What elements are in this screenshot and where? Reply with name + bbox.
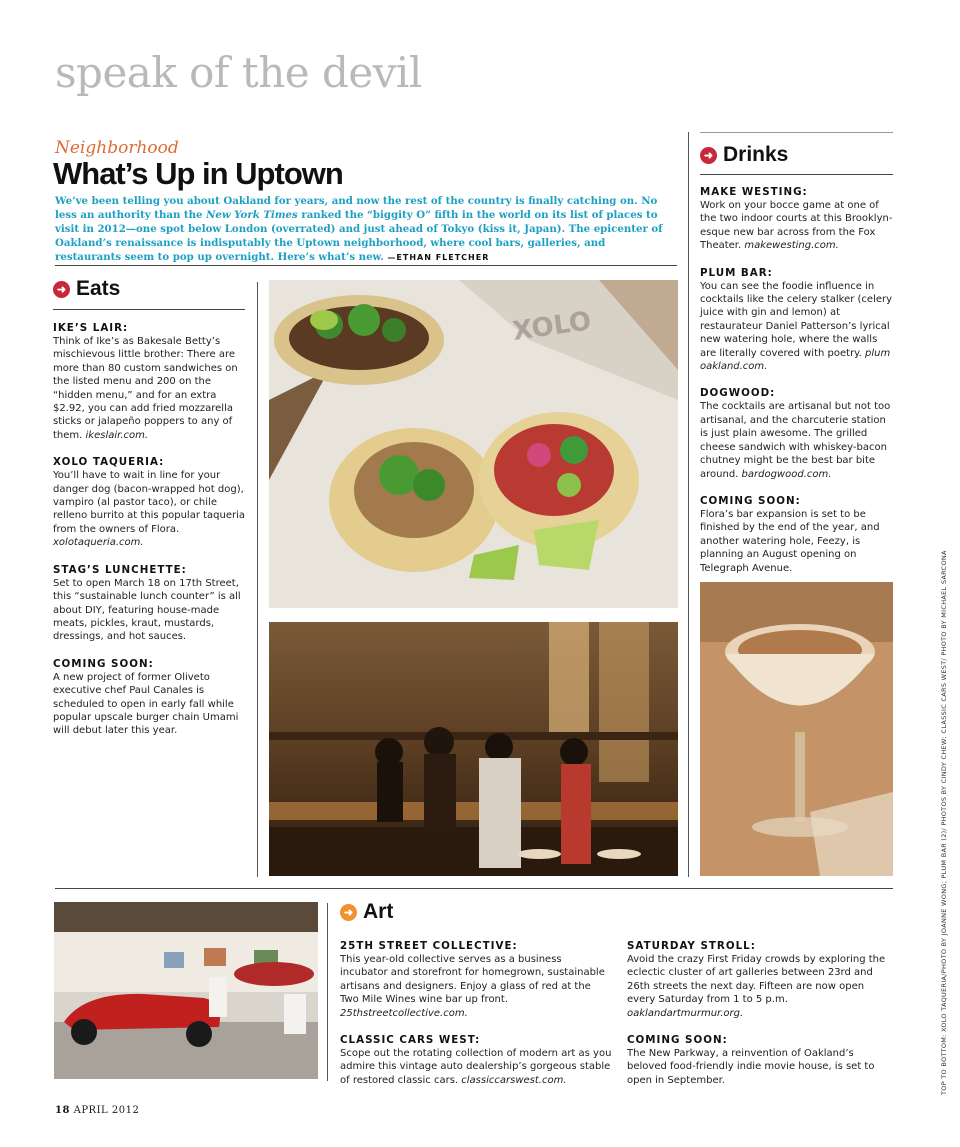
entry-link[interactable]: oaklandartmurmur.org.	[627, 1007, 744, 1019]
entry	[53, 658, 248, 738]
eats-column-divider	[257, 282, 258, 877]
entry-text	[700, 199, 895, 253]
masthead: speak of the devil	[55, 48, 422, 97]
intro-nyt: New York Times	[206, 209, 298, 221]
entry-name: 25TH STREET COLLECTIVE:	[340, 940, 518, 952]
drinks-column	[700, 143, 895, 589]
entry-text	[627, 1047, 895, 1087]
entry-name: XOLO TAQUERIA:	[53, 456, 165, 469]
arrow-icon: ➜	[53, 281, 70, 298]
entry-name: COMING SOON:	[53, 657, 154, 670]
entry-text	[627, 953, 895, 1020]
entry	[700, 387, 895, 480]
entry	[700, 186, 895, 253]
page-number: 18	[55, 1105, 70, 1116]
wrapper-text: XOLO	[510, 306, 594, 347]
entry-name: COMING SOON:	[700, 494, 801, 507]
art-title: Art	[363, 900, 394, 923]
entry-text	[53, 335, 248, 442]
entry-body: The New Parkway, a reinvention of Oakland’s beloved food-friendly indie movie house, is set to open in September.	[627, 1048, 875, 1086]
entry-body: Set to open March 18 on 17th Street, this “sustainable lunch counter” is all about DIY, featuring house-made meats, pickles, kraut, mustards, dressings, and hot sauces.	[53, 577, 241, 643]
entry-name: COMING SOON:	[627, 1034, 728, 1047]
drinks-column-divider	[688, 132, 689, 877]
entry-text	[700, 280, 895, 374]
entry-text	[53, 671, 248, 738]
entry-text	[340, 1047, 612, 1087]
entry-link[interactable]: classiccarswest.com.	[461, 1074, 567, 1086]
drinks-heading-rule	[700, 174, 893, 175]
entry	[340, 1034, 612, 1087]
entry-link[interactable]: bardogwood.com.	[741, 468, 832, 480]
entry-name: MAKE WESTING:	[700, 186, 808, 198]
classic-cars-illustration	[54, 902, 318, 1079]
intro-paragraph	[55, 194, 665, 265]
entry	[700, 495, 895, 575]
entry-text	[700, 508, 895, 575]
eats-title: Eats	[76, 277, 121, 300]
eats-entries	[53, 322, 248, 738]
tacos-illustration	[269, 280, 678, 608]
entry	[53, 456, 248, 549]
entry-body: Think of Ike’s as Bakesale Betty’s mischievous little brother: There are more than 80 custom sandwiches on the listed menu and 200 on the “hidden menu,” and for an extra $2.92, you can add fried mozzarella sticks or jalapeño poppers to any of them.	[53, 336, 238, 441]
bar-interior-illustration	[269, 622, 678, 876]
art-divider	[55, 888, 893, 889]
arrow-icon: ➜	[700, 147, 717, 164]
entry-name: SATURDAY STROLL:	[627, 940, 756, 952]
entry-body: You can see the foodie influence in cocktails like the celery stalker (celery juice with gin and lemon) at restaurateur Daniel Patterson’s lyrical new watering hole, where the walls are literally covered with poetry.	[700, 280, 893, 359]
entry-link[interactable]: 25thstreetcollective.com.	[340, 1007, 468, 1019]
photo-credit: TOP TO BOTTOM: XOLO TAQUERIA/PHOTO BY JOANNE WONG; PLUM BAR (2)/ PHOTOS BY CINDY CHEW; CLASSIC CARS WEST/ PHOTO BY MICHAEL SARCONA	[940, 550, 948, 1095]
entry	[627, 940, 895, 1020]
art-heading-block	[340, 900, 895, 924]
cocktail-illustration	[700, 582, 893, 876]
intro-text-2: ranked the “biggity O” fifth in the world on its list of places to visit in 2012—one spot below London (overrated) and just ahead of Tokyo (kiss it, Japan). The epicenter of Oakland’s renaissance is indisputably the Uptown neighborhood, where cool bars, galleries, and restaurants seem to pop up overnight. Here’s what’s new.	[55, 209, 663, 263]
art-column-left	[340, 940, 612, 1101]
entry-name: STAG’S LUNCHETTE:	[53, 563, 187, 576]
headline: What’s Up in Uptown	[53, 156, 343, 191]
plum-bar-interior-photo	[269, 622, 678, 876]
entry	[700, 267, 895, 374]
intro-divider	[55, 265, 677, 266]
entry-link[interactable]: xolotaqueria.com.	[53, 537, 144, 549]
drinks-entries	[700, 186, 895, 575]
entry-body: Scope out the rotating collection of modern art as you admire this vintage auto dealership’s gorgeous stable of restored classic cars.	[340, 1048, 612, 1086]
eats-heading	[53, 277, 248, 301]
art-column-right	[627, 940, 895, 1101]
entry	[340, 940, 612, 1020]
entry	[627, 1034, 895, 1087]
entry-text	[53, 577, 248, 644]
entry-body: Avoid the crazy First Friday crowds by exploring the eclectic cluster of art galleries between 23rd and 26th streets the next day. Fifteen are now open every Saturday from 1 to 5 p.m.	[627, 954, 886, 1006]
entry-text	[340, 953, 612, 1020]
drinks-heading	[700, 143, 895, 167]
tacos-photo	[269, 280, 678, 608]
entry-name: IKE’S LAIR:	[53, 322, 129, 334]
arrow-icon: ➜	[340, 904, 357, 921]
entry-body: Work on your bocce game at one of the two indoor courts at this Brooklyn-esque new bar across from the Fox Theater.	[700, 200, 893, 252]
entry-name: CLASSIC CARS WEST:	[340, 1034, 481, 1047]
art-column-divider	[327, 903, 328, 1081]
entry-name: PLUM BAR:	[700, 266, 773, 279]
entry-body: The cocktails are artisanal but not too artisanal, and the charcuterie station is just plain awesome. The grilled cheese sandwich with whiskey-bacon chutney might be the best bar bite around.	[700, 401, 891, 480]
cocktail-photo	[700, 582, 893, 876]
entry-body: Flora’s bar expansion is set to be finished by the end of the year, and another watering hole, Feezy, is planning an August opening on Telegraph Avenue.	[700, 508, 880, 574]
classic-cars-photo	[54, 902, 318, 1079]
kicker: Neighborhood	[55, 138, 179, 158]
entry-name: DOGWOOD:	[700, 387, 776, 400]
entry-text	[700, 400, 895, 480]
entry-link[interactable]: makewesting.com.	[744, 240, 839, 252]
entry-body: A new project of former Oliveto executive chef Paul Canales is scheduled to open in early fall while popular upscale burger chain Umami will debut later this year.	[53, 671, 239, 737]
art-heading	[340, 900, 895, 924]
eats-heading-rule	[53, 309, 245, 310]
drinks-title: Drinks	[723, 143, 789, 166]
entry-body: You’ll have to wait in line for your danger dog (bacon-wrapped hot dog), vampiro (al pastor taco), or chile relleno burrito at this popular taqueria from the owners of Flora.	[53, 470, 246, 535]
entry	[53, 564, 248, 644]
intro-text-1: We’ve been telling you about Oakland for years, and now the rest of the country is finally catching on. No less an authority than the	[55, 195, 658, 221]
eats-column	[53, 277, 248, 752]
entry-link[interactable]: ikeslair.com.	[85, 429, 149, 441]
drinks-top-rule	[700, 132, 893, 133]
entry-text	[53, 469, 248, 549]
issue-date: APRIL 2012	[73, 1105, 140, 1116]
byline: —ETHAN FLETCHER	[387, 253, 490, 262]
entry	[53, 322, 248, 442]
entry-body: This year-old collective serves as a business incubator and storefront for homegrown, sustainable artisans and designers. Enjoy a glass of red at the Two Mile Wines wine bar up front.	[340, 954, 605, 1006]
folio	[55, 1105, 139, 1116]
entry-link[interactable]: plum oakland.com.	[700, 347, 891, 373]
